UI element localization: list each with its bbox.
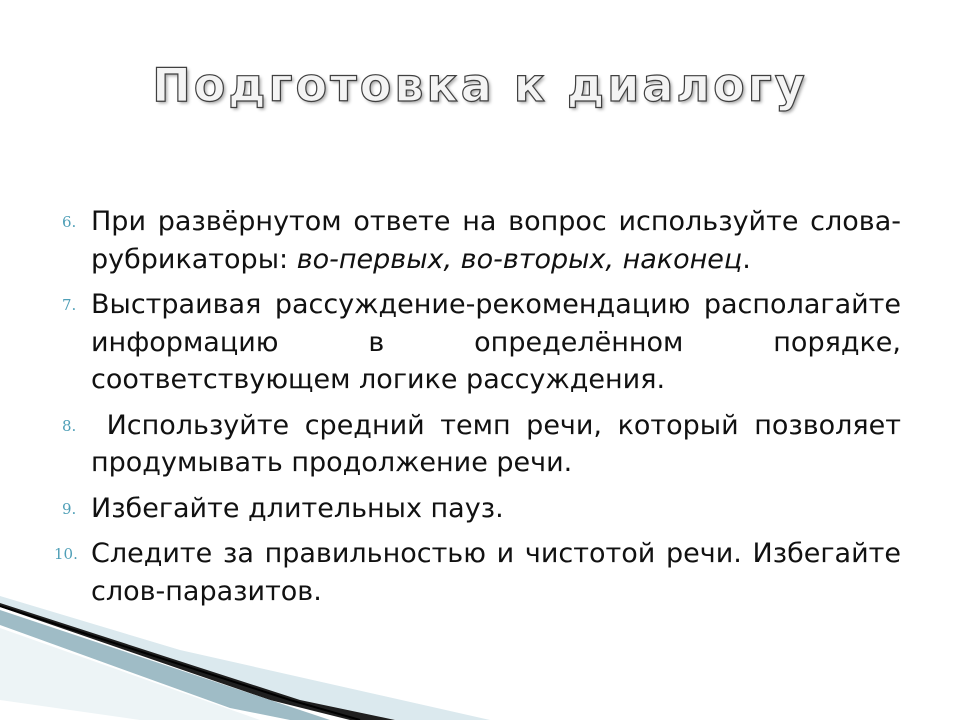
list-number: 8. — [62, 416, 77, 435]
list-number: 9. — [62, 499, 77, 518]
list-item — [40, 203, 901, 278]
list-item-text: Избегайте длительных пауз. — [91, 492, 504, 524]
list-number: 10. — [54, 545, 78, 563]
list-number: 7. — [62, 296, 77, 314]
list-item-italic: во-первых, во-вторых, наконец — [296, 243, 743, 275]
list-item — [40, 407, 910, 482]
list-item-text: Выстраивая рассуждение-рекомендацию располагайте информацию в определённом порядке, соответствующем логике рассуждения. — [91, 289, 901, 395]
list-item — [40, 535, 901, 610]
list-item-text: Следите за правильностью и чистотой речи. Избегайте слов-паразитов. — [91, 538, 901, 607]
list-item-text-end: . — [742, 243, 751, 275]
tips-list — [40, 203, 910, 618]
list-item-text: При развёрнутом ответе на вопрос используйте слова-рубрикаторы: — [91, 206, 901, 275]
list-item — [40, 286, 901, 399]
list-item — [40, 490, 901, 528]
list-number: 6. — [62, 213, 77, 231]
list-item-text: Используйте средний темп речи, который позволяет продумывать продолжение речи. — [91, 409, 910, 478]
slide-title: Подготовка к диалогу — [152, 58, 808, 112]
